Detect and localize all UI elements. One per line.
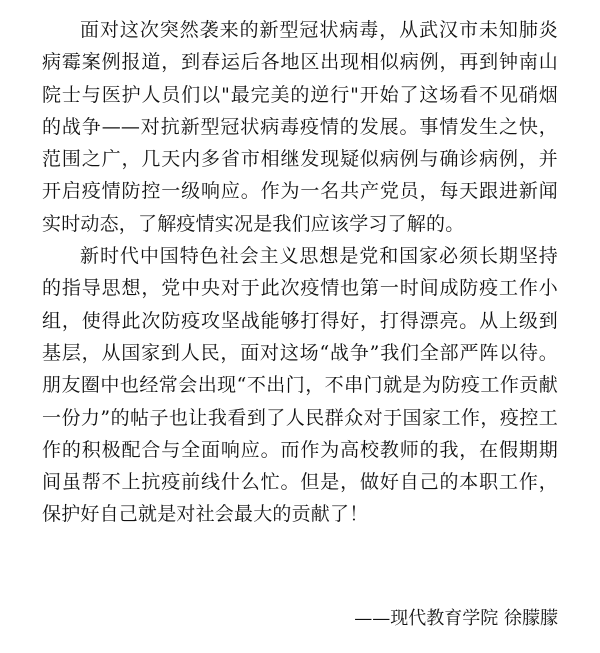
document-body [42, 14, 558, 531]
author-signature: ——现代教育学院 徐朦朦 [354, 608, 558, 629]
paragraph-1: 面对这次突然袭来的新型冠状病毒，从武汉市未知肺炎病霉案例报道，到春运后各地区出现相似病例，再到钟南山院士与医护人员们以"最完美的逆行"开始了这场看不见硝烟的战争——对抗新型冠状病毒疫情的发展。事情发生之快，范围之广，几天内多省市相继发现疑似病例与确诊病例，并开启疫情防控一级响应。作为一名共产党员，每天跟进新闻实时动态，了解疫情实况是我们应该学习了解的。 [42, 19, 558, 235]
paragraph-2: 新时代中国特色社会主义思想是党和国家必须长期坚持的指导思想，党中央对于此次疫情也第一时间成防疫工作小组，使得此次防疫攻坚战能够打得好，打得漂亮。从上级到基层，从国家到人民，面对这场“战争”我们全部严阵以待。朋友圈中也经常会出现“不出门，不串门就是为防疫工作贡献一份力”的帖子也让我看到了人民群众对于国家工作，疫控工作的积极配合与全面响应。而作为高校教师的我，在假期期间虽帮不上抗疫前线什么忙。但是，做好自己的本职工作，保护好自己就是对社会最大的贡献了！ [42, 245, 558, 526]
